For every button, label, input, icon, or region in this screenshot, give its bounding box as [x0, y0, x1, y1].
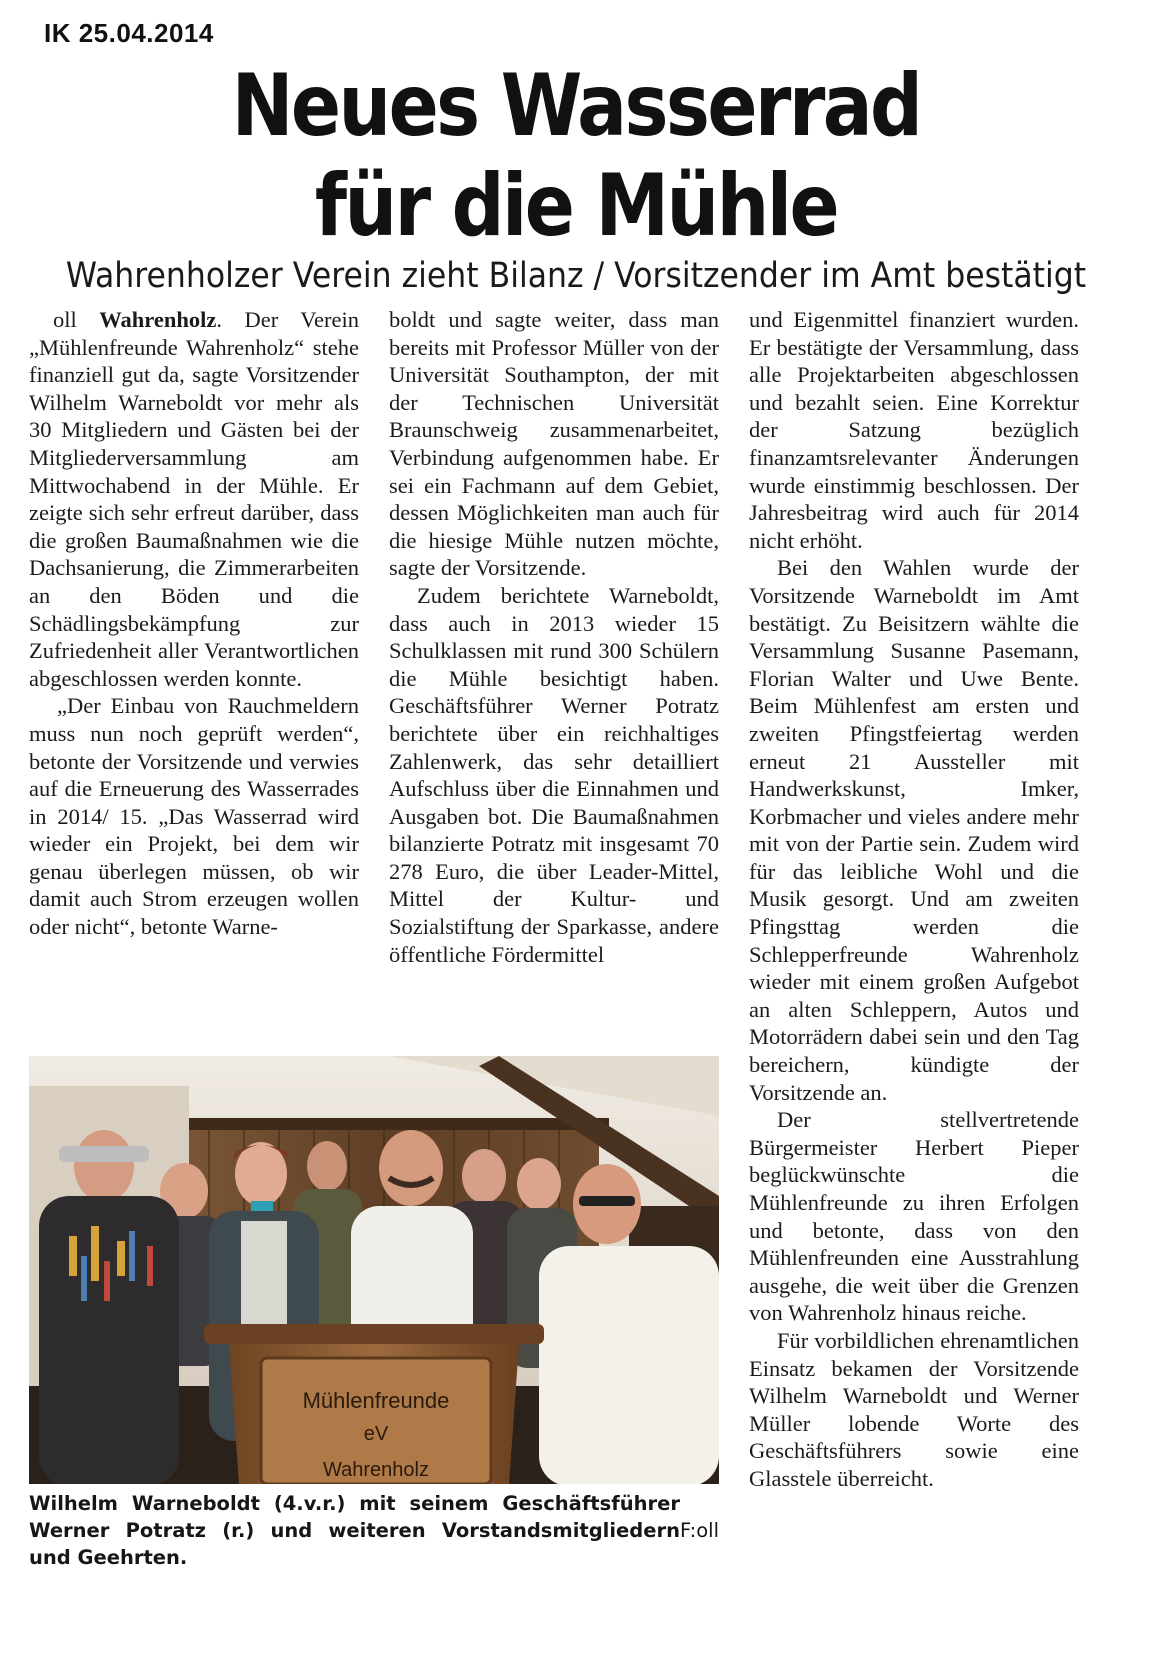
headline-line-1: Neues Wasserrad [231, 56, 921, 156]
article-paragraph-4: Bei den Wahlen wurde der Vorsitzende Warneboldt im Amt bestätigt. Zu Beisitzern wählte die Versammlung Susanne Pasemann, Florian Walter und Uwe Bente. Beim Mühlenfest am ersten und zweiten Pfingstfeiertag werden erneut 21 Aussteller mit Handwerkskunst, Imker, Korbmacher und vieles andere mehr mit von der Partie sein. Zudem wird für das leibliche Wohl und die Musik gesorgt. Und am zweiten Pfingsttag werden die Schlepperfreunde Wahrenholz wieder mit einem großen Aufgebot an alten Schleppern, Autos und Motorrädern dabei sein und den Tag bereichern, kündigte der Vorsitzende an. [749, 555, 1079, 1105]
photo-caption [29, 1490, 719, 1571]
subheadline: Wahrenholzer Verein zieht Bilanz / Vorsitzender im Amt bestätigt [65, 256, 1087, 296]
article-paragraph-1 [29, 306, 359, 692]
headline-line-2: für die Mühle [314, 156, 838, 256]
author-initials: oll [53, 307, 77, 332]
article-paragraph-5: Der stellvertretende Bürgermeister Herbert Pieper beglückwünschte die Mühlenfreunde zu ihren Erfolgen und betonte, dass von den Mühlenfreunden eine Ausstrahlung ausgehe, die weit über die Grenzen von Wahrenholz hinaus reiche. [749, 1107, 1079, 1326]
article-column-3 [749, 306, 1079, 1493]
article-column-2 [389, 306, 719, 968]
paragraph-1-text: . Der Verein „Mühlenfreunde Wahrenholz“ stehe finanziell gut da, sagte Vorsitzender Wilhelm Warneboldt vor mehr als 30 Mitgliedern und Gästen bei der Mitgliederversammlung am Mittwochabend in der Mühle. Er zeigte sich sehr erfreut darüber, dass die großen Baumaßnahmen wie die Dachsanierung, die Zimmerarbeiten an den Böden und die Schädlingsbekämpfung zur Zufriedenheit aller Verantwortlichen abgeschlossen werden konnte. [29, 307, 359, 691]
lectern-text-2: eV [363, 1423, 389, 1445]
lectern-text-3: Wahrenholz [323, 1459, 429, 1481]
photo-credit: F:oll [679, 1519, 719, 1542]
article-paragraph-3-part-2: und Eigenmittel finanziert wurden. Er bestätigte der Versammlung, dass alle Projektarbeiten abgeschlossen und bezahlt seien. Eine Korrektur der Satzung bezüglich finanzamtsrelevanter Änderungen wurde einstimmig beschlossen. Der Jahresbeitrag wird auch für 2014 nicht erhöht. [749, 307, 1079, 553]
group-photo-illustration [29, 1056, 719, 1484]
dateline: IK 25.04.2014 [44, 18, 214, 48]
article-paragraph-2-part-2: boldt und sagte weiter, dass man bereits mit Professor Müller von der Universität Southampton, der mit der Technischen Universität Braunschweig zusammenarbeitet, Verbindung aufgenommen habe. Er sei ein Fachmann auf dem Gebiet, dessen Möglichkeiten man auch für die hiesige Mühle nutzen möchte, sagte der Vorsitzende. [389, 307, 719, 581]
article-paragraph-2-part-1: „Der Einbau von Rauchmeldern muss nun noch geprüft werden“, betonte der Vorsitzende und verwies auf die Erneuerung des Wasserrades in 2014/ 15. „Das Wasserrad wird wieder ein Projekt, bei dem wir genau überlegen müssen, ob wir damit auch Strom erzeugen wollen oder nicht“, betonte Warne- [29, 693, 359, 940]
headline [81, 56, 1072, 256]
photo-caption-text: Wilhelm Warneboldt (4.v.r.) mit seinem Geschäftsführer Werner Potratz (r.) und weiteren Vorstandsmitgliedern und Geehrten. [29, 1492, 680, 1569]
article-column-1 [29, 306, 359, 941]
article-paragraph-6: Für vorbildlichen ehrenamtlichen Einsatz bekamen der Vorsitzende Wilhelm Warneboldt und Werner Müller lobende Worte des Geschäftsführers sowie eine Glasstele überreicht. [749, 1327, 1079, 1491]
group-photo [29, 1056, 719, 1484]
lectern-text-1: Mühlenfreunde [302, 1388, 450, 1413]
dateline-place: Wahrenholz [99, 307, 217, 332]
article-paragraph-3-part-1: Zudem berichtete Warneboldt, dass auch in 2013 wieder 15 Schulklassen mit rund 300 Schülern die Mühle besichtigt haben. Geschäftsführer Werner Potratz berichtete über ein reichhaltiges Zahlenwerk, das sehr detailliert Aufschluss über die Einnahmen und Ausgaben bot. Die Baumaßnahmen bilanzierte Potratz mit insgesamt 70 278 Euro, die über Leader-Mittel, Mittel der Kultur- und Sozialstiftung der Sparkasse, andere öffentliche Fördermittel [389, 582, 719, 967]
